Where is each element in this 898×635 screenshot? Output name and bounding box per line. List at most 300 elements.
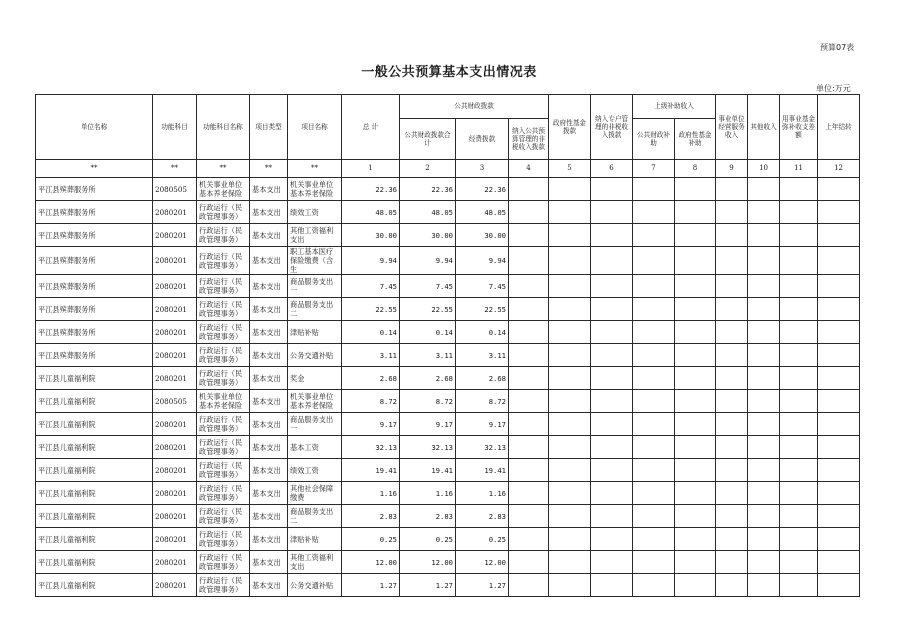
cell-operating-fund: 0.25 (456, 528, 509, 551)
cell-total: 32.13 (342, 436, 400, 459)
cell-carryover (818, 459, 860, 482)
cell-reserve-fund (780, 574, 818, 597)
cell-public-finance-subsidy (633, 459, 675, 482)
cell-gov-fund-subsidy (675, 482, 716, 505)
cell-reserve-fund (780, 482, 818, 505)
cell-business-income (716, 528, 748, 551)
cell-nontax-fiscal (591, 321, 633, 344)
cell-public-finance-subsidy (633, 505, 675, 528)
cell-public-fiscal-sum: 48.05 (400, 201, 456, 224)
index-cell: 11 (780, 160, 818, 178)
cell-special-fund (509, 298, 549, 321)
cell-special-fund (509, 344, 549, 367)
cell-nontax-fiscal (591, 459, 633, 482)
cell-public-fiscal-sum: 7.45 (400, 275, 456, 298)
cell-func-name: 行政运行（民政管理事务） (197, 298, 250, 321)
cell-carryover (818, 247, 860, 275)
table-row (36, 574, 860, 597)
cell-total: 0.14 (342, 321, 400, 344)
cell-nontax-fiscal (591, 436, 633, 459)
cell-other-income (748, 247, 780, 275)
cell-business-income (716, 482, 748, 505)
cell-item-type: 基本支出 (250, 574, 288, 597)
cell-special-fund (509, 482, 549, 505)
cell-public-fiscal-sum: 22.36 (400, 178, 456, 201)
cell-item-type: 基本支出 (250, 344, 288, 367)
cell-carryover (818, 224, 860, 247)
col-special-fund: 纳入公共预算管理的非税收入拨款 (509, 119, 549, 160)
cell-gov-fund (549, 224, 591, 247)
cell-item-type: 基本支出 (250, 298, 288, 321)
cell-func-code: 2080201 (153, 344, 197, 367)
cell-public-fiscal-sum: 1.27 (400, 574, 456, 597)
cell-gov-fund-subsidy (675, 574, 716, 597)
cell-item-type: 基本支出 (250, 201, 288, 224)
cell-gov-fund-subsidy (675, 390, 716, 413)
table-row (36, 436, 860, 459)
cell-item-type: 基本支出 (250, 178, 288, 201)
cell-operating-fund: 1.16 (456, 482, 509, 505)
cell-reserve-fund (780, 505, 818, 528)
cell-public-fiscal-sum: 8.72 (400, 390, 456, 413)
cell-public-finance-subsidy (633, 247, 675, 275)
cell-total: 22.55 (342, 298, 400, 321)
cell-operating-fund: 30.00 (456, 224, 509, 247)
cell-func-code: 2080201 (153, 321, 197, 344)
cell-unit-name: 平江县儿童福利院 (36, 528, 153, 551)
cell-func-code: 2080201 (153, 574, 197, 597)
cell-business-income (716, 178, 748, 201)
cell-public-finance-subsidy (633, 528, 675, 551)
table-row (36, 224, 860, 247)
cell-func-name: 行政运行（民政管理事务） (197, 551, 250, 574)
cell-func-name: 行政运行（民政管理事务） (197, 528, 250, 551)
cell-item-name: 其他社会保障缴费 (288, 482, 342, 505)
cell-operating-fund: 32.13 (456, 436, 509, 459)
cell-func-name: 机关事业单位基本养老保险 (197, 390, 250, 413)
cell-func-code: 2080201 (153, 551, 197, 574)
cell-item-type: 基本支出 (250, 505, 288, 528)
cell-func-code: 2080201 (153, 201, 197, 224)
cell-other-income (748, 321, 780, 344)
cell-carryover (818, 436, 860, 459)
cell-gov-fund (549, 344, 591, 367)
cell-unit-name: 平江县儿童福利院 (36, 459, 153, 482)
cell-other-income (748, 459, 780, 482)
index-row (36, 160, 860, 178)
cell-reserve-fund (780, 178, 818, 201)
cell-func-code: 2080201 (153, 459, 197, 482)
cell-unit-name: 平江县儿童福利院 (36, 505, 153, 528)
index-cell: 12 (818, 160, 860, 178)
cell-gov-fund (549, 459, 591, 482)
index-cell: 4 (509, 160, 549, 178)
cell-func-name: 行政运行（民政管理事务） (197, 413, 250, 436)
cell-other-income (748, 482, 780, 505)
index-cell: ** (36, 160, 153, 178)
cell-item-name: 商品服务支出二 (288, 505, 342, 528)
cell-public-finance-subsidy (633, 344, 675, 367)
cell-total: 22.36 (342, 178, 400, 201)
cell-public-finance-subsidy (633, 224, 675, 247)
index-cell: 7 (633, 160, 675, 178)
table-row (36, 482, 860, 505)
index-cell: 2 (400, 160, 456, 178)
cell-item-type: 基本支出 (250, 224, 288, 247)
cell-item-name: 机关事业单位基本养老保险 (288, 178, 342, 201)
cell-special-fund (509, 224, 549, 247)
index-cell: 1 (342, 160, 400, 178)
cell-unit-name: 平江县儿童福利院 (36, 574, 153, 597)
cell-business-income (716, 201, 748, 224)
table-row (36, 505, 860, 528)
cell-nontax-fiscal (591, 574, 633, 597)
cell-other-income (748, 436, 780, 459)
cell-func-code: 2080201 (153, 413, 197, 436)
cell-special-fund (509, 178, 549, 201)
cell-func-name: 行政运行（民政管理事务） (197, 344, 250, 367)
cell-other-income (748, 201, 780, 224)
cell-func-name: 行政运行（民政管理事务） (197, 247, 250, 275)
index-cell: 9 (716, 160, 748, 178)
cell-item-type: 基本支出 (250, 482, 288, 505)
cell-other-income (748, 275, 780, 298)
cell-special-fund (509, 413, 549, 436)
cell-gov-fund (549, 413, 591, 436)
cell-special-fund (509, 505, 549, 528)
index-cell: 3 (456, 160, 509, 178)
cell-func-code: 2080201 (153, 505, 197, 528)
header-row-top (36, 95, 860, 119)
cell-unit-name: 平江县儿童福利院 (36, 367, 153, 390)
cell-operating-fund: 2.83 (456, 505, 509, 528)
cell-operating-fund: 22.36 (456, 178, 509, 201)
col-total: 总 计 (342, 95, 400, 160)
cell-item-name: 基本工资 (288, 436, 342, 459)
cell-operating-fund: 48.05 (456, 201, 509, 224)
cell-reserve-fund (780, 436, 818, 459)
budget-table (35, 94, 860, 597)
cell-total: 19.41 (342, 459, 400, 482)
cell-special-fund (509, 201, 549, 224)
table-row (36, 275, 860, 298)
cell-other-income (748, 390, 780, 413)
col-group-public-fiscal: 公共财政拨款 (400, 95, 549, 119)
cell-gov-fund (549, 367, 591, 390)
cell-total: 12.00 (342, 551, 400, 574)
cell-business-income (716, 247, 748, 275)
cell-func-name: 行政运行（民政管理事务） (197, 436, 250, 459)
cell-gov-fund-subsidy (675, 551, 716, 574)
col-func-code: 功能科目 (153, 95, 197, 160)
cell-unit-name: 平江县儿童福利院 (36, 436, 153, 459)
cell-item-name: 公务交通补贴 (288, 574, 342, 597)
cell-gov-fund (549, 574, 591, 597)
cell-public-finance-subsidy (633, 413, 675, 436)
cell-total: 8.72 (342, 390, 400, 413)
table-row (36, 551, 860, 574)
cell-gov-fund-subsidy (675, 321, 716, 344)
cell-carryover (818, 574, 860, 597)
cell-gov-fund (549, 551, 591, 574)
cell-carryover (818, 482, 860, 505)
table-row (36, 390, 860, 413)
cell-item-type: 基本支出 (250, 551, 288, 574)
cell-carryover (818, 505, 860, 528)
cell-func-code: 2080505 (153, 390, 197, 413)
cell-nontax-fiscal (591, 178, 633, 201)
cell-nontax-fiscal (591, 247, 633, 275)
cell-item-type: 基本支出 (250, 275, 288, 298)
cell-nontax-fiscal (591, 528, 633, 551)
cell-public-fiscal-sum: 19.41 (400, 459, 456, 482)
cell-other-income (748, 528, 780, 551)
cell-business-income (716, 275, 748, 298)
col-public-finance-subsidy: 公共财政补助 (633, 119, 675, 160)
cell-func-code: 2080201 (153, 367, 197, 390)
cell-carryover (818, 178, 860, 201)
cell-total: 0.25 (342, 528, 400, 551)
cell-nontax-fiscal (591, 551, 633, 574)
cell-gov-fund-subsidy (675, 459, 716, 482)
cell-item-type: 基本支出 (250, 436, 288, 459)
cell-item-type: 基本支出 (250, 321, 288, 344)
index-cell: 10 (748, 160, 780, 178)
cell-item-type: 基本支出 (250, 390, 288, 413)
cell-reserve-fund (780, 551, 818, 574)
cell-nontax-fiscal (591, 482, 633, 505)
cell-gov-fund (549, 505, 591, 528)
cell-public-finance-subsidy (633, 178, 675, 201)
cell-public-fiscal-sum: 3.11 (400, 344, 456, 367)
cell-gov-fund-subsidy (675, 224, 716, 247)
cell-nontax-fiscal (591, 413, 633, 436)
cell-business-income (716, 390, 748, 413)
table-row (36, 344, 860, 367)
cell-business-income (716, 224, 748, 247)
cell-public-fiscal-sum: 9.94 (400, 247, 456, 275)
cell-special-fund (509, 528, 549, 551)
cell-special-fund (509, 321, 549, 344)
cell-business-income (716, 367, 748, 390)
page-title: 一般公共预算基本支出情况表 (361, 65, 537, 80)
cell-carryover (818, 298, 860, 321)
cell-reserve-fund (780, 390, 818, 413)
cell-other-income (748, 367, 780, 390)
cell-gov-fund-subsidy (675, 367, 716, 390)
cell-unit-name: 平江县殡葬服务所 (36, 201, 153, 224)
cell-business-income (716, 505, 748, 528)
cell-public-fiscal-sum: 30.00 (400, 224, 456, 247)
cell-public-fiscal-sum: 2.83 (400, 505, 456, 528)
cell-unit-name: 平江县儿童福利院 (36, 390, 153, 413)
cell-other-income (748, 178, 780, 201)
cell-gov-fund-subsidy (675, 178, 716, 201)
col-gov-fund: 政府性基金拨款 (549, 95, 591, 160)
cell-operating-fund: 2.68 (456, 367, 509, 390)
cell-business-income (716, 413, 748, 436)
index-cell: ** (153, 160, 197, 178)
cell-func-code: 2080201 (153, 436, 197, 459)
cell-total: 9.94 (342, 247, 400, 275)
cell-carryover (818, 528, 860, 551)
cell-business-income (716, 298, 748, 321)
cell-total: 7.45 (342, 275, 400, 298)
cell-gov-fund-subsidy (675, 275, 716, 298)
cell-nontax-fiscal (591, 505, 633, 528)
cell-reserve-fund (780, 367, 818, 390)
table-row (36, 178, 860, 201)
cell-reserve-fund (780, 275, 818, 298)
cell-total: 1.27 (342, 574, 400, 597)
cell-unit-name: 平江县儿童福利院 (36, 551, 153, 574)
table-row (36, 413, 860, 436)
cell-unit-name: 平江县儿童福利院 (36, 482, 153, 505)
cell-carryover (818, 275, 860, 298)
cell-carryover (818, 367, 860, 390)
table-row (36, 321, 860, 344)
cell-func-code: 2080201 (153, 482, 197, 505)
cell-public-finance-subsidy (633, 551, 675, 574)
cell-operating-fund: 8.72 (456, 390, 509, 413)
cell-item-name: 职工基本医疗保险缴费（含生 (288, 247, 342, 275)
cell-carryover (818, 390, 860, 413)
cell-other-income (748, 224, 780, 247)
cell-special-fund (509, 551, 549, 574)
cell-nontax-fiscal (591, 298, 633, 321)
cell-nontax-fiscal (591, 344, 633, 367)
cell-other-income (748, 551, 780, 574)
cell-func-name: 行政运行（民政管理事务） (197, 505, 250, 528)
cell-special-fund (509, 367, 549, 390)
cell-public-fiscal-sum: 22.55 (400, 298, 456, 321)
cell-carryover (818, 551, 860, 574)
cell-gov-fund-subsidy (675, 413, 716, 436)
col-func-name: 功能科目名称 (197, 95, 250, 160)
col-unit-name: 单位名称 (36, 95, 153, 160)
cell-gov-fund (549, 247, 591, 275)
table-row (36, 528, 860, 551)
cell-func-name: 行政运行（民政管理事务） (197, 574, 250, 597)
cell-total: 2.68 (342, 367, 400, 390)
table-row (36, 247, 860, 275)
cell-item-type: 基本支出 (250, 459, 288, 482)
cell-gov-fund (549, 275, 591, 298)
col-item-type: 项目类型 (250, 95, 288, 160)
cell-public-fiscal-sum: 12.00 (400, 551, 456, 574)
cell-carryover (818, 413, 860, 436)
col-group-superior-subsidy: 上级补助收入 (633, 95, 716, 119)
cell-gov-fund (549, 482, 591, 505)
cell-func-name: 行政运行（民政管理事务） (197, 321, 250, 344)
table-row (36, 298, 860, 321)
cell-other-income (748, 298, 780, 321)
cell-reserve-fund (780, 528, 818, 551)
cell-operating-fund: 9.94 (456, 247, 509, 275)
cell-reserve-fund (780, 459, 818, 482)
cell-gov-fund (549, 436, 591, 459)
cell-func-code: 2080201 (153, 528, 197, 551)
cell-operating-fund: 7.45 (456, 275, 509, 298)
cell-gov-fund-subsidy (675, 298, 716, 321)
index-cell: ** (288, 160, 342, 178)
cell-item-name: 机关事业单位基本养老保险 (288, 390, 342, 413)
cell-unit-name: 平江县殡葬服务所 (36, 298, 153, 321)
cell-public-fiscal-sum: 0.25 (400, 528, 456, 551)
cell-business-income (716, 321, 748, 344)
cell-operating-fund: 12.00 (456, 551, 509, 574)
cell-func-name: 行政运行（民政管理事务） (197, 275, 250, 298)
cell-item-name: 商品服务支出一 (288, 413, 342, 436)
cell-item-name: 津贴补贴 (288, 321, 342, 344)
cell-special-fund (509, 390, 549, 413)
cell-func-code: 2080201 (153, 247, 197, 275)
col-carryover: 上年结转 (818, 95, 860, 160)
cell-unit-name: 平江县儿童福利院 (36, 413, 153, 436)
cell-total: 3.11 (342, 344, 400, 367)
cell-gov-fund-subsidy (675, 201, 716, 224)
cell-reserve-fund (780, 413, 818, 436)
cell-unit-name: 平江县殡葬服务所 (36, 275, 153, 298)
cell-public-fiscal-sum: 2.68 (400, 367, 456, 390)
cell-reserve-fund (780, 321, 818, 344)
cell-item-type: 基本支出 (250, 528, 288, 551)
cell-public-fiscal-sum: 1.16 (400, 482, 456, 505)
cell-item-name: 其他工资福利支出 (288, 224, 342, 247)
cell-business-income (716, 574, 748, 597)
cell-gov-fund-subsidy (675, 528, 716, 551)
cell-public-fiscal-sum: 0.14 (400, 321, 456, 344)
cell-operating-fund: 3.11 (456, 344, 509, 367)
cell-gov-fund (549, 528, 591, 551)
cell-other-income (748, 344, 780, 367)
cell-carryover (818, 344, 860, 367)
cell-public-fiscal-sum: 9.17 (400, 413, 456, 436)
index-cell: 8 (675, 160, 716, 178)
cell-public-finance-subsidy (633, 275, 675, 298)
cell-nontax-fiscal (591, 201, 633, 224)
cell-item-type: 基本支出 (250, 247, 288, 275)
cell-business-income (716, 344, 748, 367)
col-nontax-fiscal: 纳入专户管理的非税收入拨款 (591, 95, 633, 160)
cell-business-income (716, 436, 748, 459)
index-cell: 5 (549, 160, 591, 178)
col-other-income: 其他收入 (748, 95, 780, 160)
cell-gov-fund (549, 321, 591, 344)
cell-func-name: 行政运行（民政管理事务） (197, 482, 250, 505)
cell-func-name: 行政运行（民政管理事务） (197, 201, 250, 224)
cell-func-name: 行政运行（民政管理事务） (197, 459, 250, 482)
cell-operating-fund: 0.14 (456, 321, 509, 344)
cell-special-fund (509, 459, 549, 482)
cell-gov-fund (549, 390, 591, 413)
cell-public-finance-subsidy (633, 321, 675, 344)
cell-item-name: 商品服务支出一 (288, 275, 342, 298)
cell-nontax-fiscal (591, 275, 633, 298)
cell-operating-fund: 9.17 (456, 413, 509, 436)
cell-public-finance-subsidy (633, 367, 675, 390)
cell-total: 30.00 (342, 224, 400, 247)
cell-total: 9.17 (342, 413, 400, 436)
cell-public-fiscal-sum: 32.13 (400, 436, 456, 459)
cell-operating-fund: 1.27 (456, 574, 509, 597)
cell-gov-fund-subsidy (675, 436, 716, 459)
cell-other-income (748, 505, 780, 528)
cell-special-fund (509, 436, 549, 459)
cell-reserve-fund (780, 201, 818, 224)
cell-operating-fund: 22.55 (456, 298, 509, 321)
index-cell: ** (197, 160, 250, 178)
